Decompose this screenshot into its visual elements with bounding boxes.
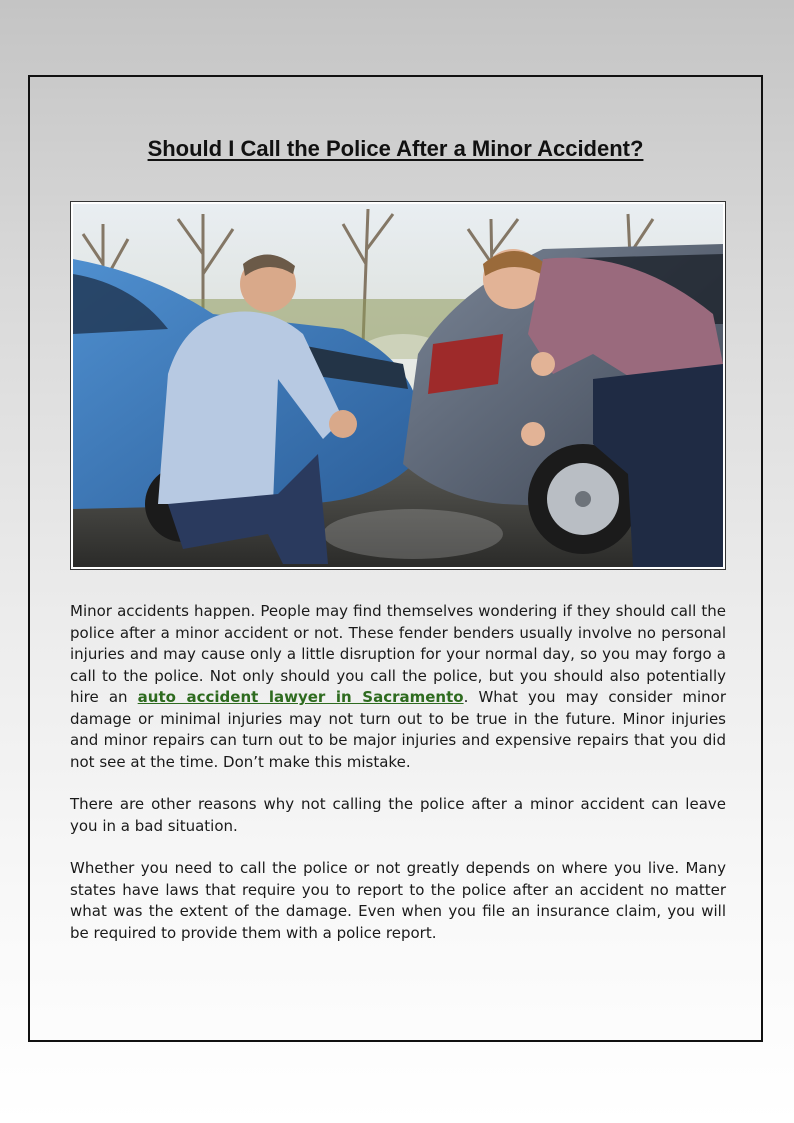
paragraph-3: Whether you need to call the police or not greatly depends on where you live. Many states have laws that require you to report to the police after an accident no matter what was the extent of the damage. Even when you file an insurance claim, you will be required to provide them with a police report.: [70, 859, 726, 942]
lawyer-link[interactable]: auto accident lawyer in Sacramento: [137, 688, 464, 706]
accident-illustration: [73, 204, 723, 567]
paragraph-1-text-end: . What you may consider minor damage or minimal injuries may not turn out to be true in the future. Minor injuries and minor repairs can turn out to be major injuries and expensive repairs that you did not see at the time. Don’t make this mistake.: [70, 688, 726, 771]
article-body: [70, 601, 726, 965]
page-frame: [28, 75, 763, 1042]
paragraph-2: There are other reasons why not calling the police after a minor accident can leave you in a bad situation.: [70, 795, 726, 835]
paragraph-1: [70, 601, 726, 773]
accident-photo: [70, 201, 726, 570]
page-title: Should I Call the Police After a Minor Accident?: [147, 136, 644, 161]
paragraph-1-text-start: Minor accidents happen. People may find themselves wondering if they should call the police after a minor accident or not. These fender benders usually involve no personal injuries and may cause only a little disruption for your normal day, so you may forgo a call to the police. Not only should you call the police, but you should also potentially hire an: [70, 602, 726, 706]
